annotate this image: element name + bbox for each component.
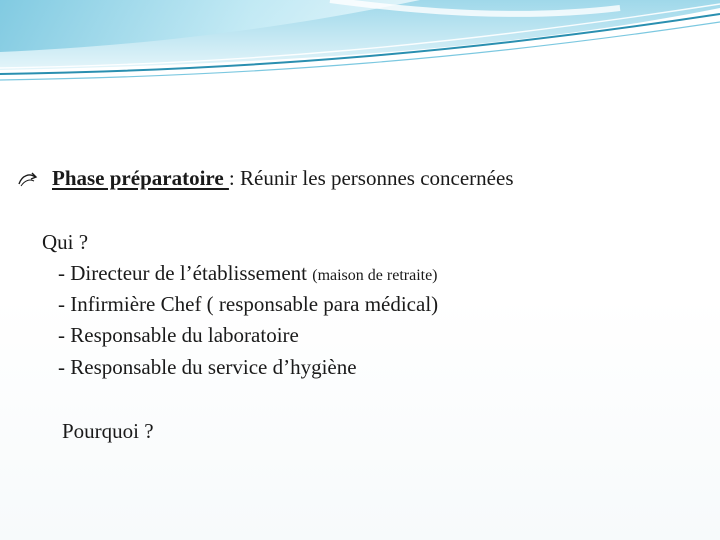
heading-term: Phase préparatoire: [52, 166, 229, 190]
list-item-hygiene: - Responsable du service d’hygiène: [58, 355, 357, 379]
header-wave-decoration: [0, 0, 720, 95]
curved-arrow-bullet-icon: [17, 170, 39, 188]
list-item-directeur: [58, 260, 438, 289]
list-item-laboratoire: - Responsable du laboratoire: [58, 323, 299, 347]
heading-rest: : Réunir les personnes concernées: [228, 166, 514, 190]
heading-line: [52, 165, 514, 191]
list-item-text: - Directeur de l’établissement: [58, 261, 313, 285]
qui-label: Qui ?: [42, 230, 89, 254]
pourquoi-label: Pourquoi ?: [62, 419, 154, 443]
list-item-note: (maison de retraite): [312, 267, 438, 284]
list-item-infirmiere: - Infirmière Chef ( responsable para médical): [58, 292, 439, 316]
